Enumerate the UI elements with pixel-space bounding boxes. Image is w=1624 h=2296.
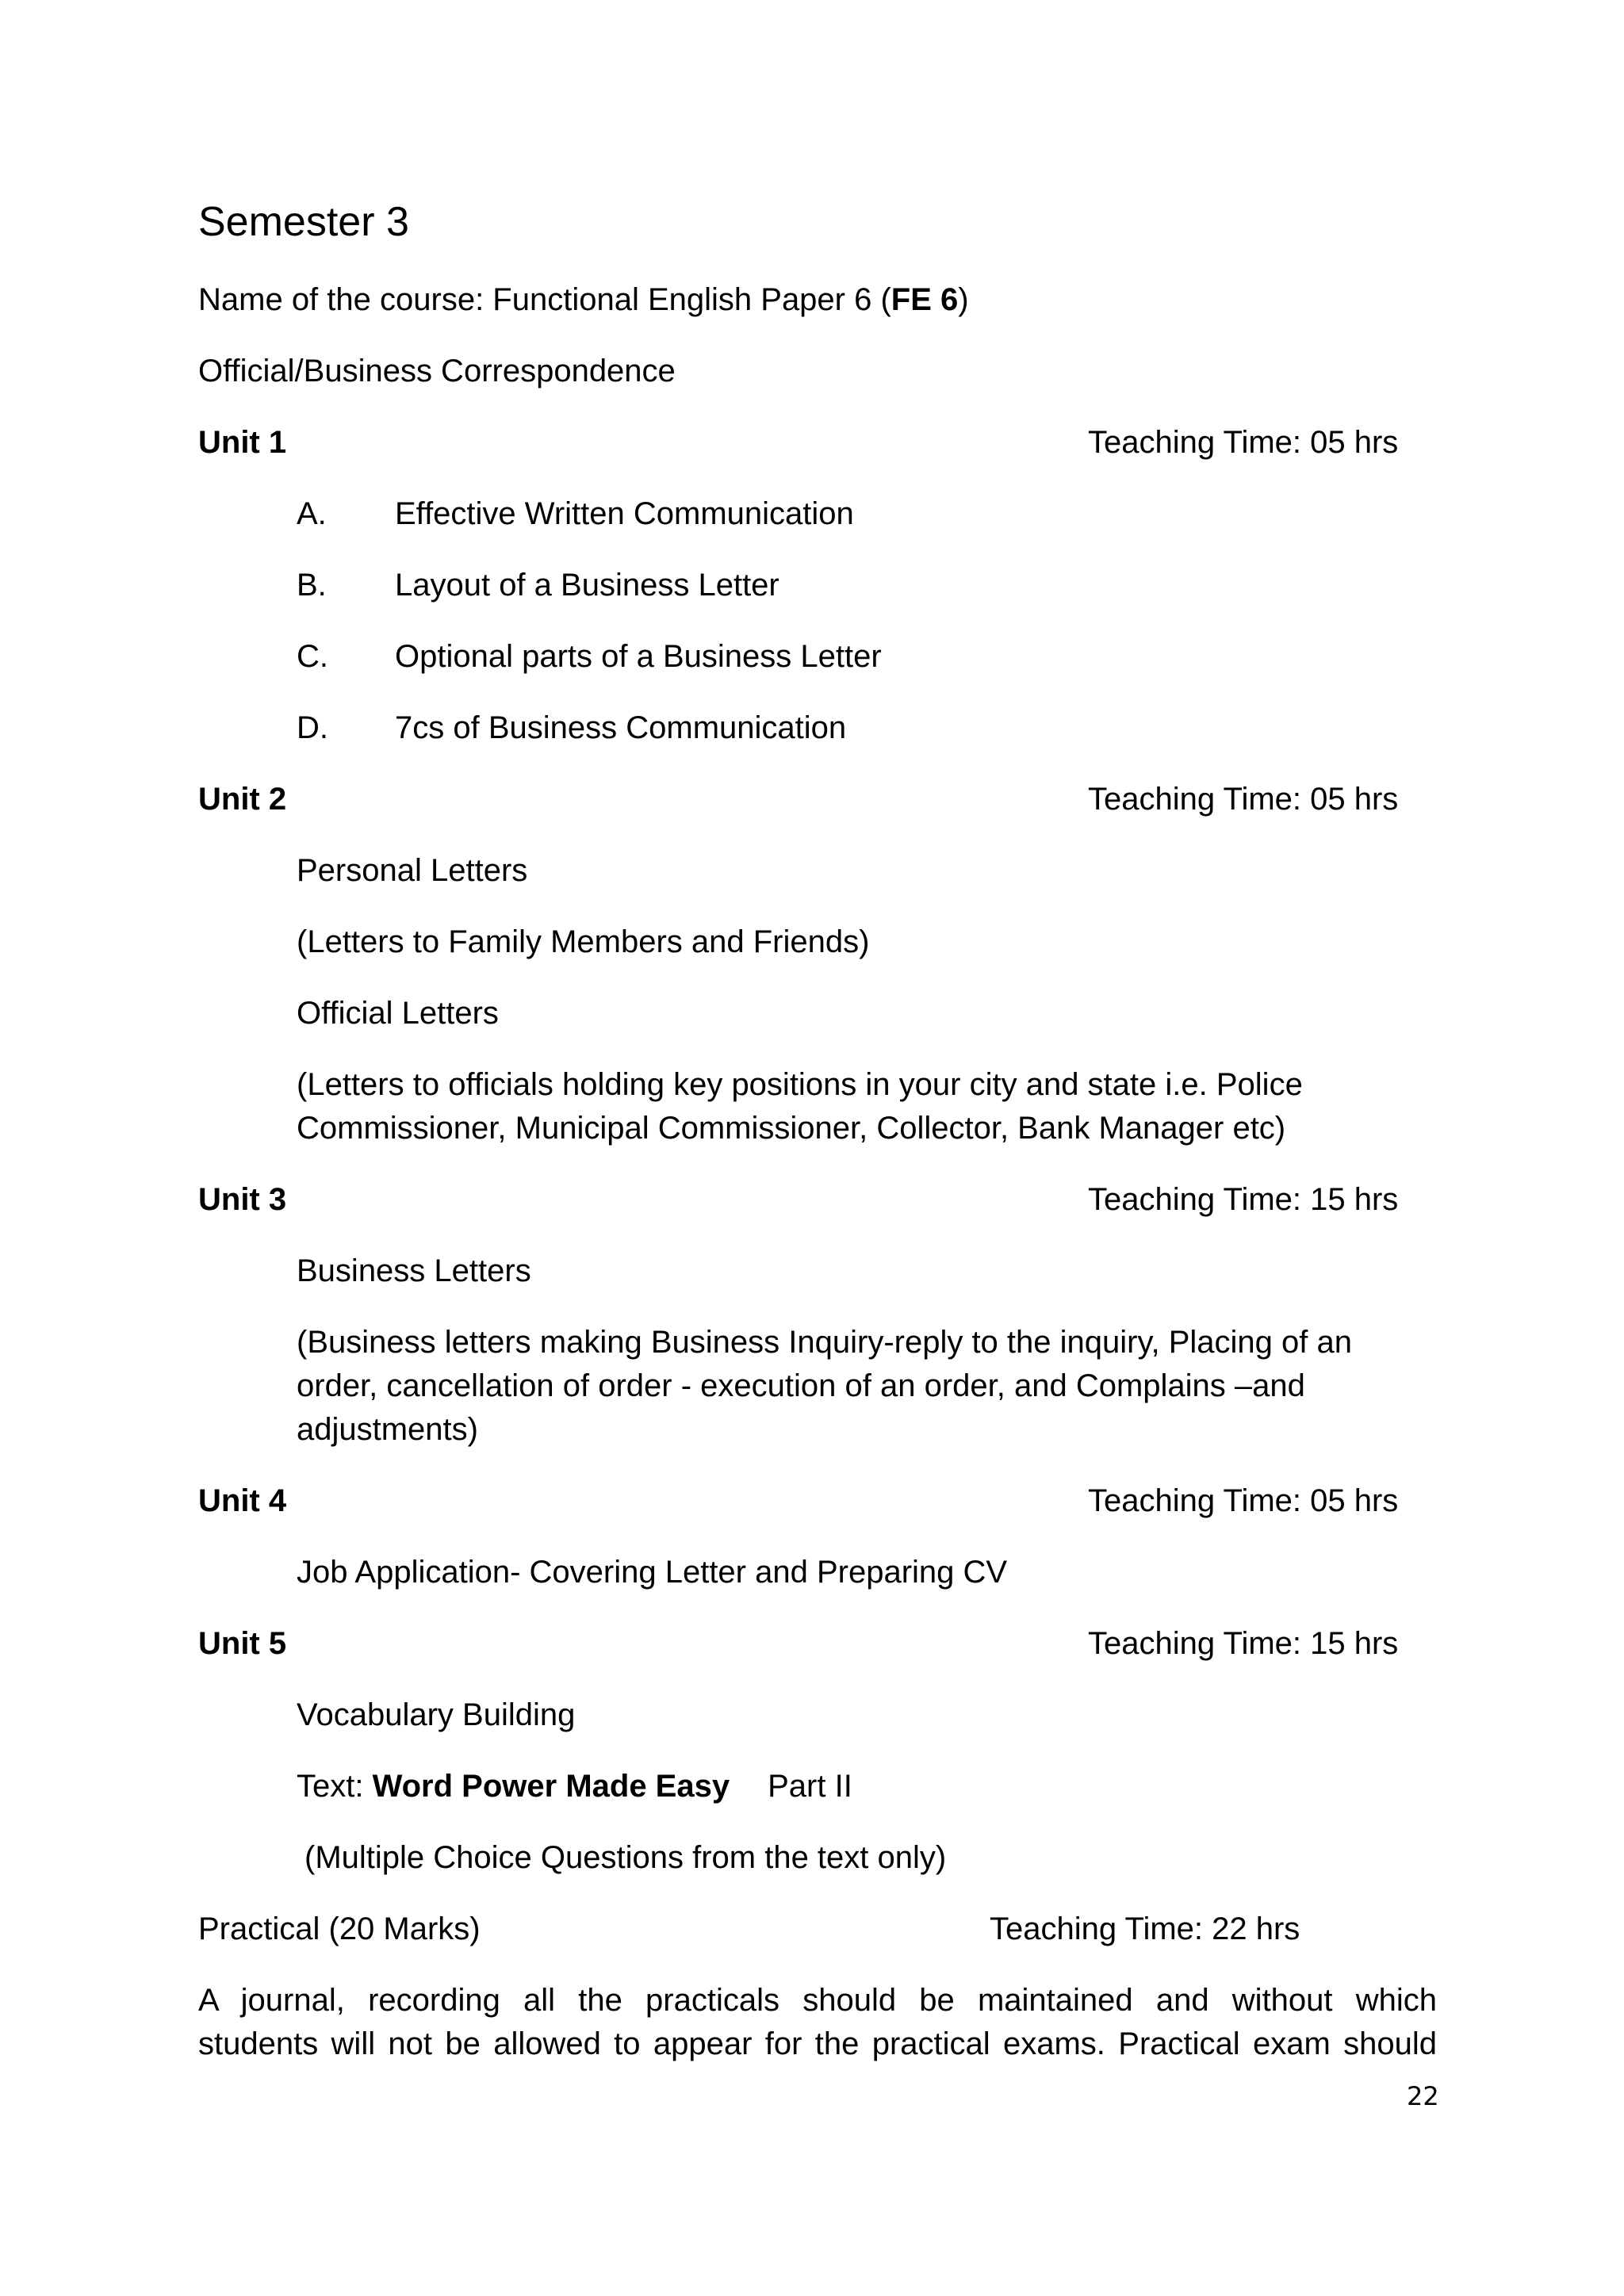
semester-heading: Semester 3 (198, 199, 409, 245)
unit-5-heading: Unit 5 (198, 1626, 287, 1661)
course-subject: Official/Business Correspondence (198, 354, 676, 388)
unit-3-line: adjustments) (297, 1412, 478, 1447)
text-book-title: Word Power Made Easy (372, 1769, 730, 1804)
course-name-prefix: Name of the course: Functional English Paper 6 ( (198, 282, 891, 317)
unit-1-item-a-marker: A. (297, 496, 327, 531)
unit-1-item-b-marker: B. (297, 568, 327, 603)
text-prefix: Text: (297, 1769, 373, 1804)
unit-5-teaching-time: Teaching Time: 15 hrs (1088, 1626, 1399, 1661)
unit-2-line: (Letters to officials holding key positions in your city and state i.e. Police (297, 1067, 1303, 1102)
unit-3-heading: Unit 3 (198, 1182, 287, 1217)
unit-5-line: (Multiple Choice Questions from the text only) (304, 1840, 947, 1875)
unit-2-line: Personal Letters (297, 853, 528, 888)
unit-2-heading: Unit 2 (198, 782, 287, 817)
unit-1-item-c-text: Optional parts of a Business Letter (395, 639, 882, 674)
unit-4-teaching-time: Teaching Time: 05 hrs (1088, 1483, 1399, 1518)
unit-5-line: Vocabulary Building (297, 1697, 576, 1732)
unit-1-item-d-marker: D. (297, 710, 328, 745)
course-code: FE 6 (891, 282, 959, 317)
practical-paragraph-line: students will not be allowed to appear for the practical exams. Practical exam should (198, 2026, 1437, 2061)
unit-1-item-a-text: Effective Written Communication (395, 496, 854, 531)
practical-heading: Practical (20 Marks) (198, 1911, 481, 1946)
page-number: 22 (1407, 2081, 1439, 2111)
course-name (198, 277, 969, 322)
unit-3-line: Business Letters (297, 1253, 531, 1288)
unit-2-line: (Letters to Family Members and Friends) (297, 924, 870, 959)
practical-teaching-time: Teaching Time: 22 hrs (990, 1911, 1300, 1946)
unit-1-teaching-time: Teaching Time: 05 hrs (1088, 425, 1399, 460)
unit-1-item-b-text: Layout of a Business Letter (395, 568, 779, 603)
unit-3-line: (Business letters making Business Inquiry-reply to the inquiry, Placing of an (297, 1325, 1352, 1360)
unit-3-teaching-time: Teaching Time: 15 hrs (1088, 1182, 1399, 1217)
practical-paragraph-line: A journal, recording all the practicals should be maintained and without which (198, 1983, 1437, 2018)
unit-1-item-d-text: 7cs of Business Communication (395, 710, 847, 745)
text-part: Part II (768, 1769, 852, 1804)
unit-2-line: Official Letters (297, 996, 499, 1031)
unit-2-line: Commissioner, Municipal Commissioner, Collector, Bank Manager etc) (297, 1111, 1286, 1146)
unit-3-line: order, cancellation of order - execution of an order, and Complains –and (297, 1368, 1305, 1403)
unit-1-item-c-marker: C. (297, 639, 328, 674)
unit-4-line: Job Application- Covering Letter and Preparing CV (297, 1555, 1008, 1590)
unit-5-text-line (297, 1764, 852, 1808)
unit-1-heading: Unit 1 (198, 425, 287, 460)
unit-4-heading: Unit 4 (198, 1483, 287, 1518)
unit-2-teaching-time: Teaching Time: 05 hrs (1088, 782, 1399, 817)
course-name-suffix: ) (958, 282, 969, 317)
